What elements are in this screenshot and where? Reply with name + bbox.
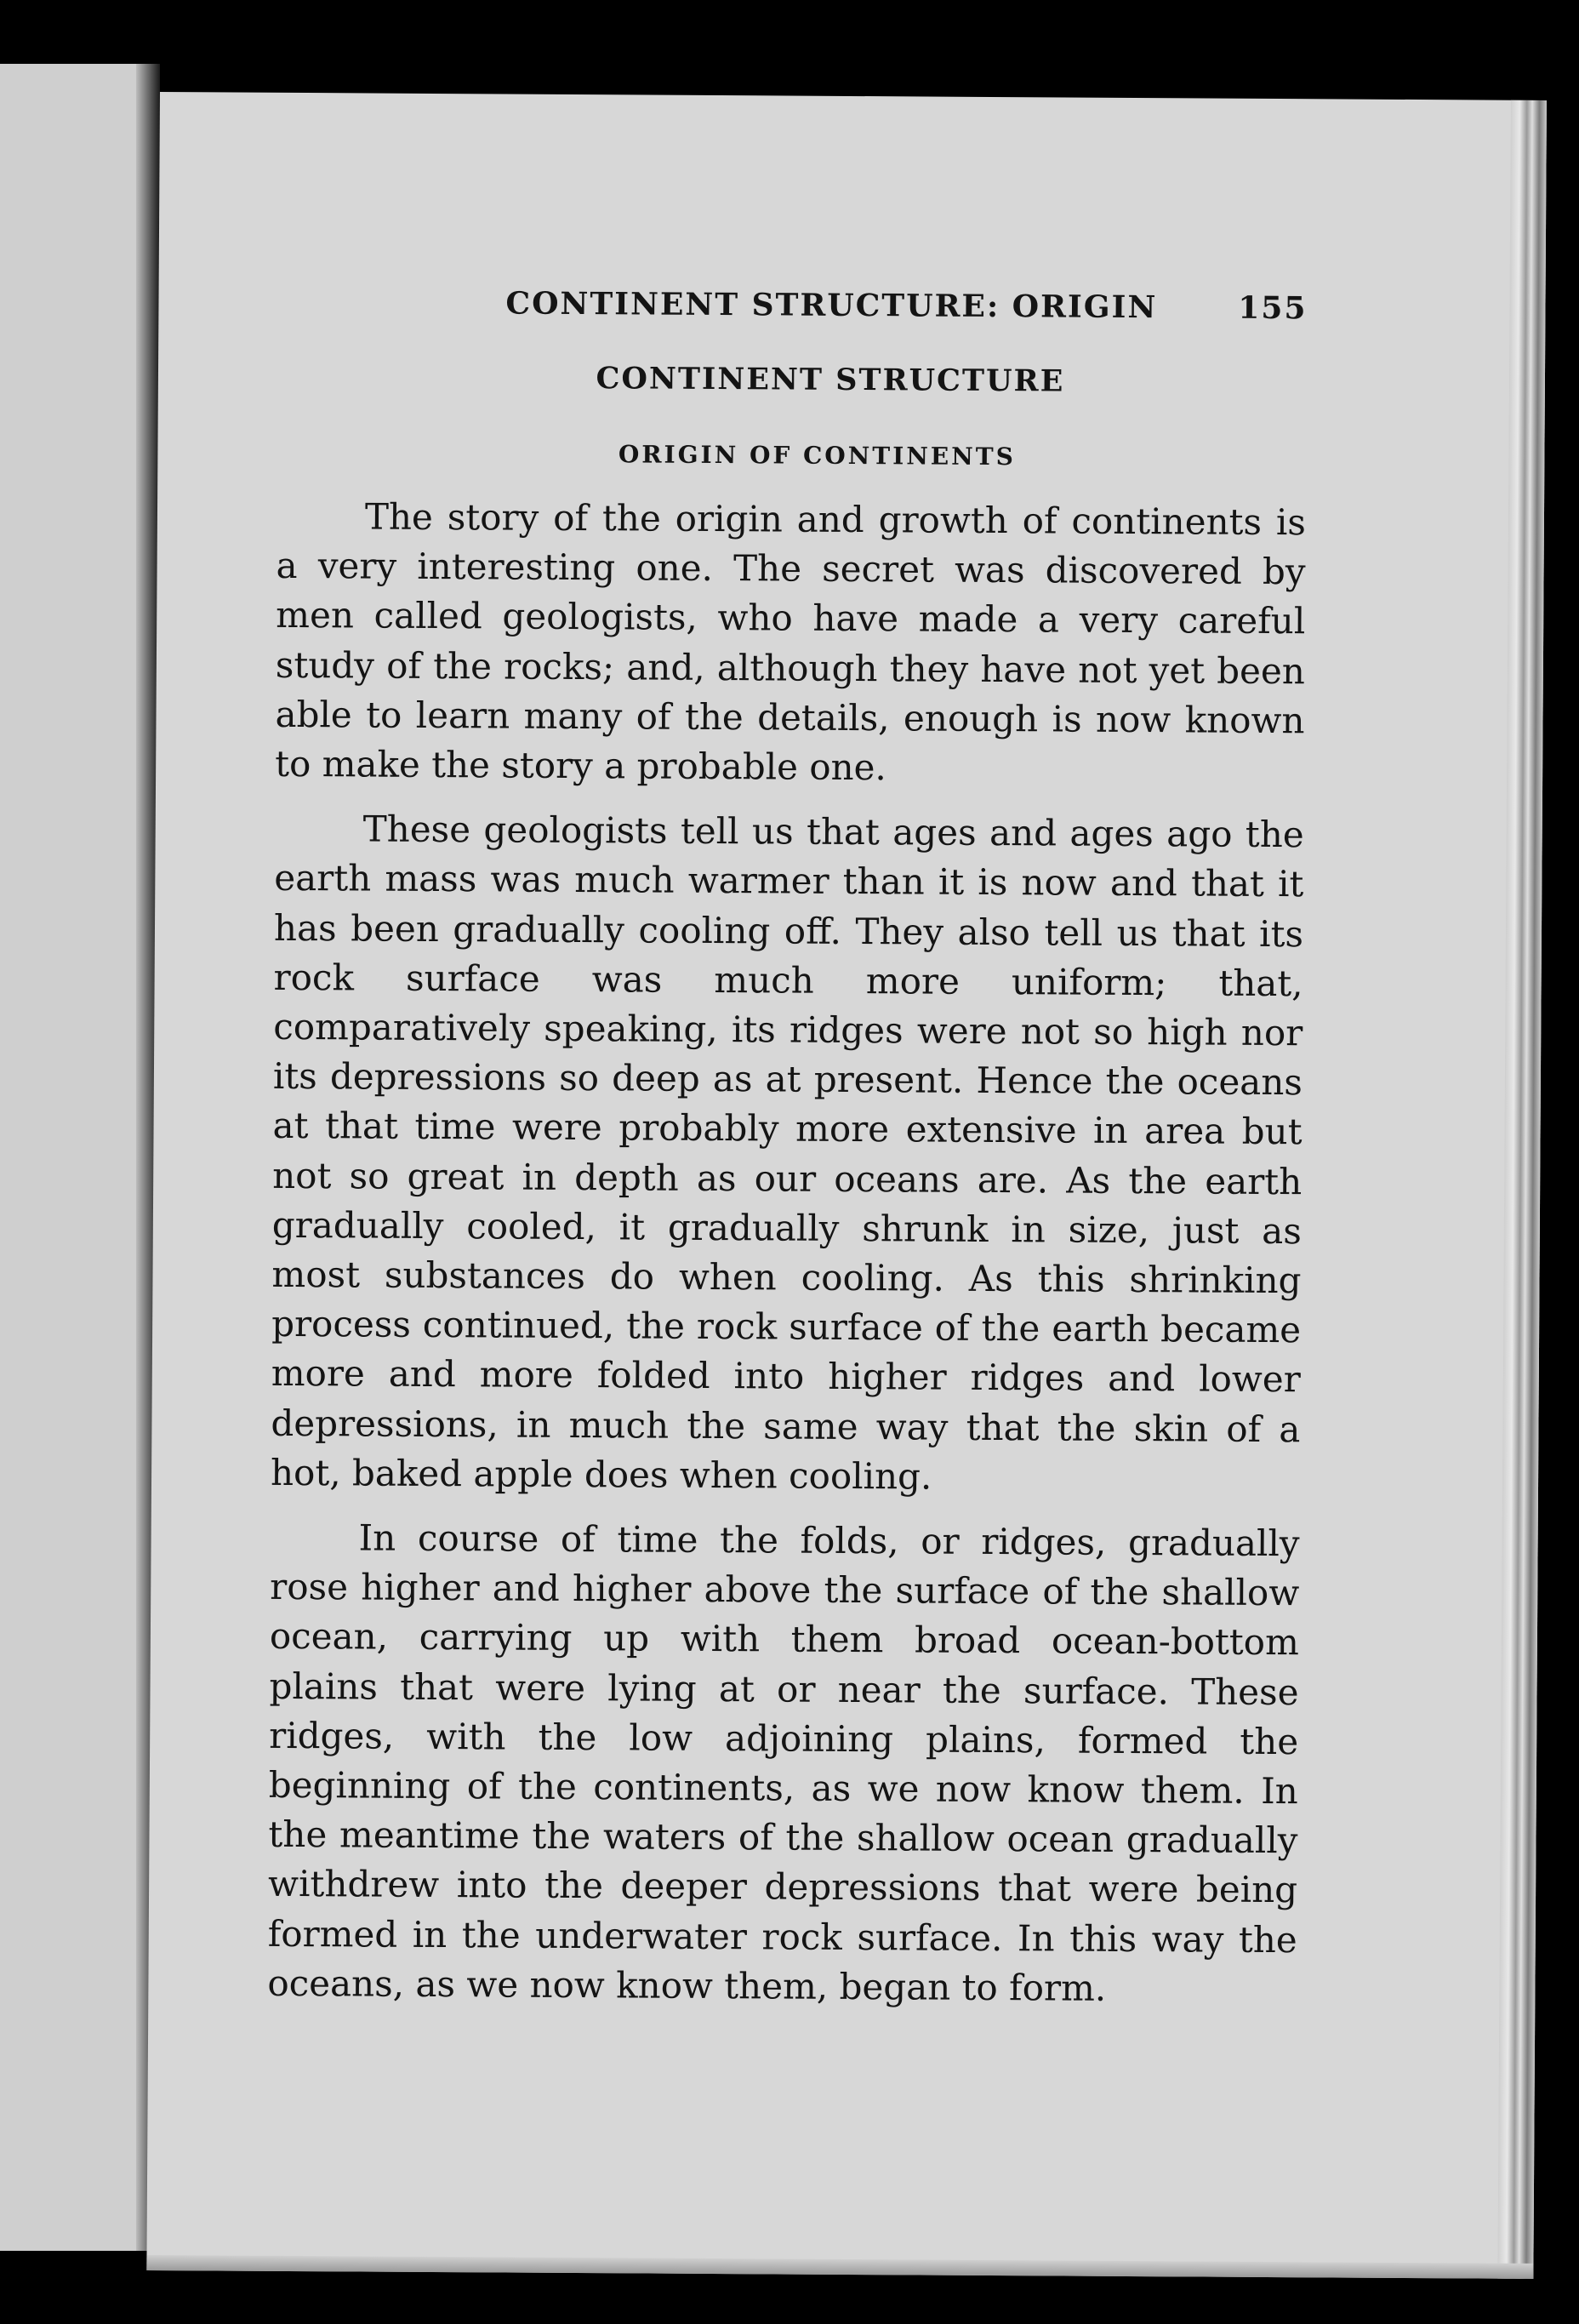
section-heading: CONTINENT STRUCTURE bbox=[596, 361, 1065, 399]
page-bottom-edge bbox=[146, 2255, 1533, 2279]
section-subheading: ORIGIN OF CONTINENTS bbox=[618, 440, 1016, 471]
book-page bbox=[146, 92, 1547, 2279]
paragraph-1: The story of the origin and growth of continents is a very interesting one. The secret was discovered by men called geologists, who have made a very careful study of the rocks; and, although they have not yet been able to learn many of the details, enough is now known to make the story a probable one. bbox=[275, 495, 1307, 789]
page-stack-edge bbox=[1497, 100, 1547, 2279]
running-head-title: CONTINENT STRUCTURE: ORIGIN bbox=[505, 285, 1158, 326]
text-block bbox=[267, 284, 1307, 2014]
running-head bbox=[277, 284, 1307, 341]
page-number: 155 bbox=[1238, 289, 1308, 327]
paragraph-2: These geologists tell us that ages and ages ago the earth mass was much warmer than it is now and that it has been gradually cooling off. They also tell us that its rock surface was much more uniform; that, comparatively speaking, its ridges were not so high nor its depressions so deep as at present. Hence the oceans at that time were probably more extensive in area but not so great in depth as our oceans are. As the earth gradually cooled, it gradually shrunk in size, just as most substances do when cooling. As this shrinking process continued, the rock surface of the earth became more and more folded into higher ridges and lower depressions, in much the same way that the skin of a hot, baked apple does when cooling. bbox=[270, 808, 1304, 1498]
paragraph-3: In course of time the folds, or ridges, gradually rose higher and higher above the surface of the shallow ocean, carrying up with them broad ocean-bottom plains that were lying at or near the surface. These ridges, with the low adjoining plains, formed the beginning of the continents, as we now know them. In the meantime the waters of the shallow ocean gradually withdrew into the deeper depressions that were being formed in the underwater rock surface. In this way the oceans, as we now know them, began to form. bbox=[267, 1516, 1300, 2009]
facing-page-edge bbox=[0, 64, 151, 2251]
